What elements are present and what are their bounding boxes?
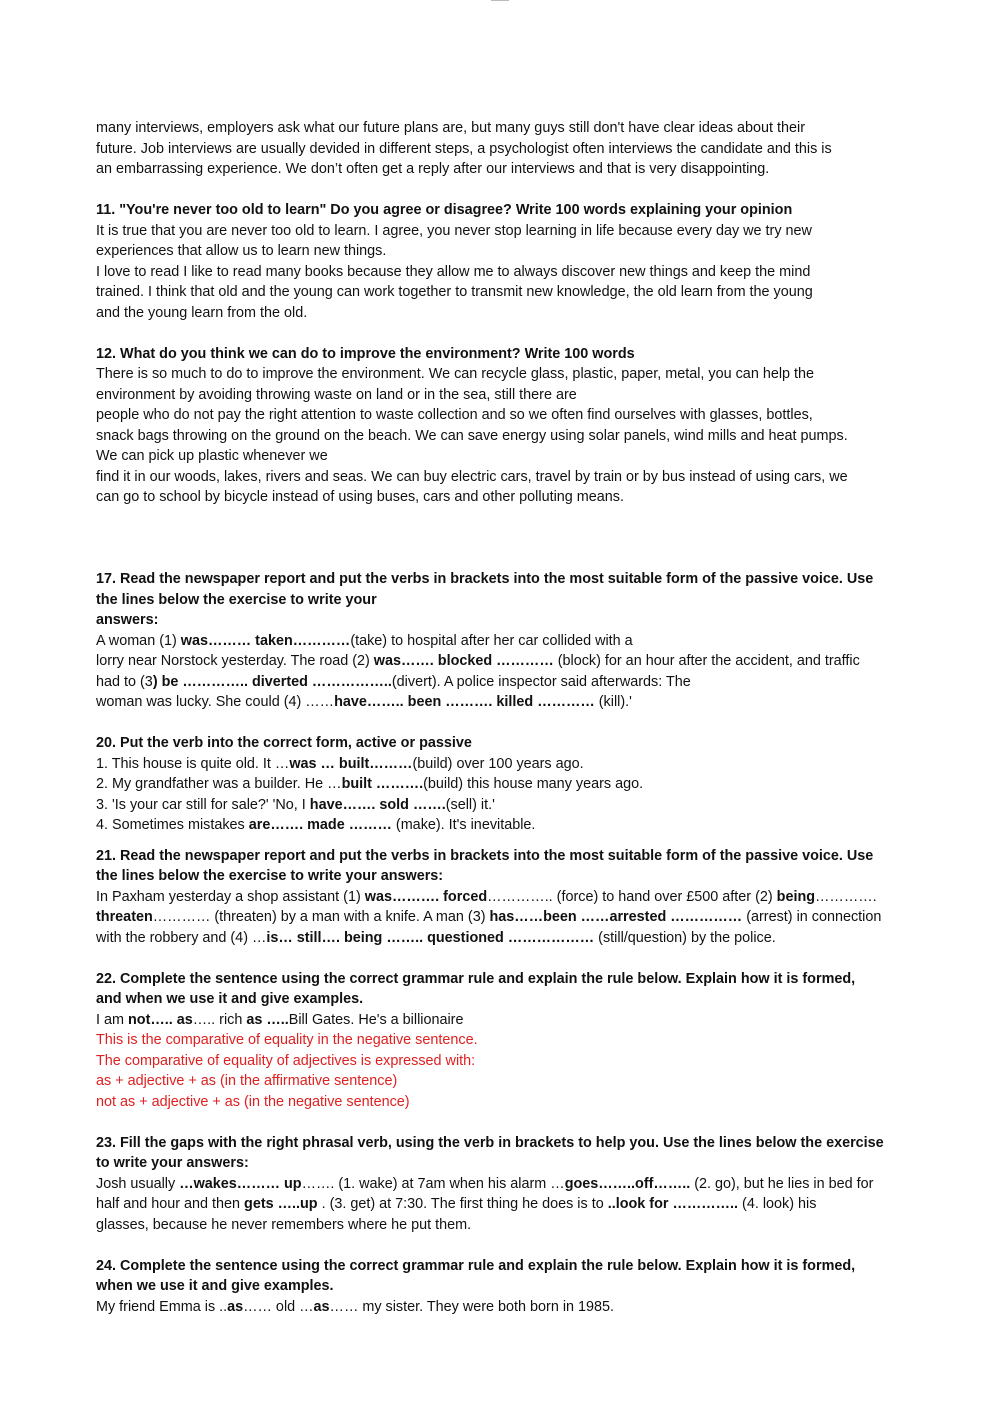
question-24	[96, 1256, 926, 1318]
answer-text: have……. sold …….	[309, 796, 446, 813]
answer-text: has……been ……arrested ……………	[489, 909, 743, 925]
question-title: 20. Put the verb into the correct form, active or passive	[96, 735, 472, 751]
rule-explanation: not as + adjective + as (in the negative sentence)	[96, 1093, 410, 1110]
text-line: environment by avoiding throwing waste on land or in the sea, still there are	[96, 386, 577, 403]
text-span: (build) this house many years ago.	[423, 776, 644, 792]
text-span: I am	[96, 1011, 128, 1028]
text-span: Josh usually	[96, 1175, 180, 1192]
answer-line	[96, 631, 926, 652]
text-span: (divert). A police inspector said afterwards: The	[391, 673, 691, 690]
text-span: (make). It's inevitable.	[391, 817, 536, 833]
text-span: …… my sister. They were both born in 1985.	[329, 1298, 615, 1315]
answer-line	[96, 907, 926, 928]
answer-line	[96, 692, 926, 713]
text-line: It is true that you are never too old to learn. I agree, you never stop learning in life because every day we try new	[96, 222, 812, 239]
text-span: ………….	[815, 888, 877, 905]
text-span: half and hour and then	[96, 1196, 245, 1212]
answer-text: was………. forced	[364, 888, 488, 905]
answer-line	[96, 1010, 926, 1031]
text-line: We can pick up plastic whenever we	[96, 448, 328, 464]
answer-text: as	[313, 1298, 330, 1315]
question-12	[96, 344, 926, 508]
text-span: (sell) it.'	[445, 796, 495, 813]
text-line: and the young learn from the old.	[96, 304, 308, 321]
answer-text: …wakes……… up	[179, 1175, 302, 1192]
answer-text: have…….. been ………. killed …………	[334, 694, 595, 710]
text-span: In Paxham yesterday a shop assistant (1)	[96, 888, 365, 905]
answer-text: ..look for …………..	[607, 1196, 739, 1212]
answer-text: built ……….	[341, 776, 424, 792]
text-span: My friend Emma is ..	[96, 1298, 228, 1315]
answer-text: goes……..off……..	[564, 1175, 691, 1192]
text-line: snack bags throwing on the ground on the beach. We can save energy using solar panels, wind mills and heat pumps.	[96, 427, 848, 444]
question-17	[96, 569, 926, 713]
answer-line	[96, 1297, 926, 1318]
text-line: can go to school by bicycle instead of using buses, cars and other polluting means.	[96, 489, 624, 505]
worksheet-page	[96, 118, 926, 1317]
text-span: Bill Gates. He's a billionaire	[288, 1011, 464, 1028]
question-title: the lines below the exercise to write your answers:	[96, 868, 444, 884]
answer-text: are……. made ………	[248, 817, 392, 833]
answer-line	[96, 815, 926, 836]
text-span: ………….. (force) to hand over £500 after (2)	[487, 888, 777, 905]
question-title: to write your answers:	[96, 1155, 249, 1171]
text-line: There is so much to do to improve the environment. We can recycle glass, plastic, paper, metal, you can help the	[96, 366, 815, 382]
text-line: glasses, because he never remembers where he put them.	[96, 1216, 472, 1233]
text-span: (2. go), but he lies in bed for	[690, 1175, 874, 1192]
question-11	[96, 200, 926, 323]
answer-text: not….. as	[128, 1011, 193, 1028]
text-span: (block) for an hour after the accident, and traffic	[553, 653, 860, 669]
question-title: answers:	[96, 612, 159, 628]
text-line: an embarrassing experience. We don’t often get a reply after our interviews and that is very disappointing.	[96, 161, 770, 177]
question-21	[96, 846, 926, 949]
answer-line	[96, 672, 926, 693]
text-line: I love to read I like to read many books because they allow me to always discover new things and keep the mind	[96, 263, 811, 280]
text-span: (still/question) by the police.	[594, 929, 776, 946]
text-span: had to (3	[96, 673, 153, 690]
answer-line	[96, 754, 926, 775]
answer-line	[96, 651, 926, 672]
answer-text: was……… taken…………	[180, 632, 351, 649]
text-span: (arrest) in connection	[742, 909, 882, 925]
text-line: many interviews, employers ask what our future plans are, but many guys still don't have clear ideas about their	[96, 120, 806, 136]
rule-explanation: This is the comparative of equality in the negative sentence.	[96, 1032, 478, 1048]
answer-text: gets …..up	[244, 1196, 318, 1212]
text-span: 1. This house is quite old. It …	[96, 755, 290, 772]
text-span: 4. Sometimes mistakes	[96, 817, 249, 833]
text-span: . (3. get) at 7:30. The first thing he does is to	[317, 1196, 608, 1212]
answer-text: is… still…. being …….. questioned ………………	[266, 929, 595, 946]
question-title: 21. Read the newspaper report and put the verbs in brackets into the most suitable form of the passive voice. Use	[96, 847, 874, 864]
question-title: 12. What do you think we can do to improve the environment? Write 100 words	[96, 345, 635, 362]
answer-line	[96, 795, 926, 816]
text-span: (4. look) his	[738, 1196, 817, 1212]
question-20	[96, 733, 926, 836]
answer-text: as …..	[246, 1011, 289, 1028]
text-span: …… old …	[243, 1298, 314, 1315]
text-line: trained. I think that old and the young can work together to transmit new knowledge, the old learn from the young	[96, 284, 813, 300]
question-title: 17. Read the newspaper report and put the verbs in brackets into the most suitable form of the passive voice. Use	[96, 571, 874, 587]
text-span: 3. 'Is your car still for sale?' 'No, I	[96, 796, 310, 813]
text-span: 2. My grandfather was a builder. He …	[96, 776, 342, 792]
answer-text: was……. blocked …………	[373, 653, 554, 669]
text-span: (kill).'	[594, 694, 632, 710]
answer-line	[96, 1194, 926, 1215]
question-22	[96, 969, 926, 1113]
intro-paragraph	[96, 118, 926, 180]
text-span: ………… (threaten) by a man with a knife. A man (3)	[152, 909, 490, 925]
question-title: 23. Fill the gaps with the right phrasal verb, using the verb in brackets to help you. Use the lines below the exercise	[96, 1134, 884, 1151]
text-line: people who do not pay the right attention to waste collection and so we often find ourselves with glasses, bottles,	[96, 407, 813, 423]
text-span: lorry near Norstock yesterday. The road (2)	[96, 653, 374, 669]
text-span: A woman (1)	[96, 632, 181, 649]
question-title: 11. "You're never too old to learn" Do you agree or disagree? Write 100 words explaining your opinion	[96, 202, 793, 218]
question-title: when we use it and give examples.	[96, 1278, 334, 1294]
text-span: (build) over 100 years ago.	[412, 755, 584, 772]
text-span: woman was lucky. She could (4) ……	[96, 694, 335, 710]
text-line: find it in our woods, lakes, rivers and seas. We can buy electric cars, travel by train or by bus instead of using cars, we	[96, 468, 848, 485]
text-span: with the robbery and (4) …	[96, 929, 267, 946]
text-line: experiences that allow us to learn new things.	[96, 243, 387, 259]
text-line: future. Job interviews are usually devided in different steps, a psychologist often interviews the candidate and this is	[96, 140, 832, 157]
answer-line	[96, 887, 926, 908]
answer-text: ) be ………….. diverted ……………..	[152, 673, 392, 690]
answer-line	[96, 774, 926, 795]
text-span: (take) to hospital after her car collided with a	[350, 632, 633, 649]
rule-explanation: as + adjective + as (in the affirmative sentence)	[96, 1073, 398, 1089]
text-span: ….. rich	[192, 1011, 247, 1028]
answer-text: being	[776, 888, 816, 905]
answer-line	[96, 928, 926, 949]
text-span: ……. (1. wake) at 7am when his alarm …	[301, 1175, 565, 1192]
question-23	[96, 1133, 926, 1236]
answer-line	[96, 1174, 926, 1195]
answer-text: as	[227, 1298, 244, 1315]
question-title: 24. Complete the sentence using the correct grammar rule and explain the rule below. Explain how it is formed,	[96, 1257, 856, 1274]
question-title: 22. Complete the sentence using the correct grammar rule and explain the rule below. Explain how it is formed,	[96, 970, 856, 987]
rule-explanation: The comparative of equality of adjectives is expressed with:	[96, 1052, 476, 1069]
question-title: the lines below the exercise to write your	[96, 591, 377, 608]
answer-text: threaten	[96, 909, 153, 925]
page-header-mark	[491, 0, 509, 4]
answer-text: was … built………	[289, 755, 413, 772]
question-title: and when we use it and give examples.	[96, 991, 364, 1007]
